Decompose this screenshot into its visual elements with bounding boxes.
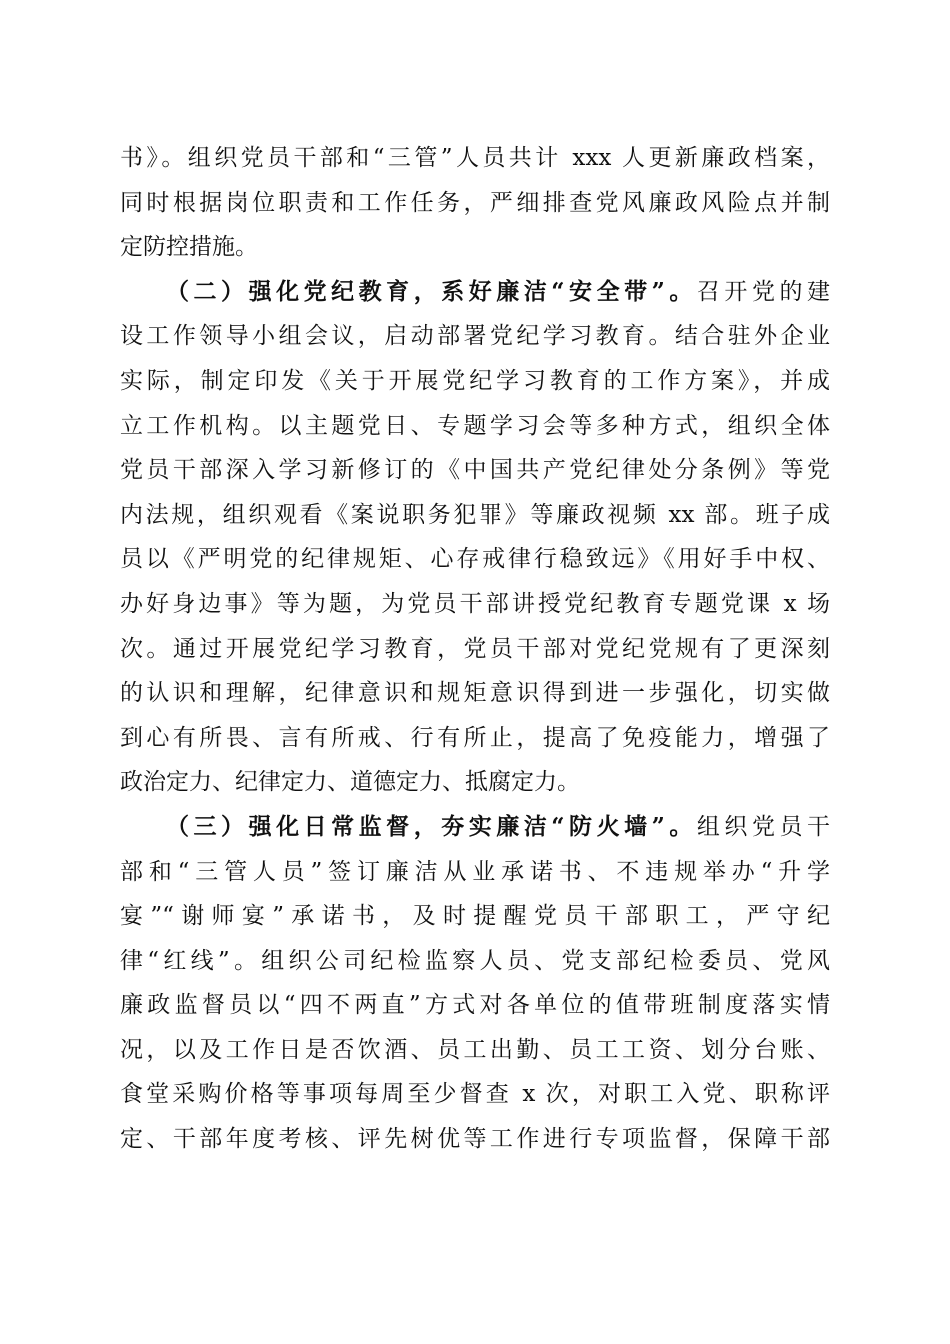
paragraph-2-line: 党员干部深入学习新修订的《中国共产党纪律处分条例》等党	[120, 457, 830, 484]
paragraph-3-line: 宴”“谢师宴”承诺书，及时提醒党员干部职工，严守纪	[120, 903, 830, 930]
paragraph-3-heading: （三）强化日常监督，夯实廉洁“防火墙”。	[166, 812, 697, 840]
paragraph-2-line: 立工作机构。以主题党日、专题学习会等多种方式，组织全体	[120, 412, 830, 439]
paragraph-2-line: 实际，制定印发《关于开展党纪学习教育的工作方案》，并成	[120, 367, 830, 394]
paragraph-1-line: 定防控措施。	[120, 234, 258, 261]
paragraph-2-line: 到心有所畏、言有所戒、行有所止，提高了免疫能力，增强了	[120, 724, 830, 751]
paragraph-3-line: 况，以及工作日是否饮酒、员工出勤、员工工资、划分台账、	[120, 1036, 830, 1063]
paragraph-3-first-line	[120, 805, 830, 850]
paragraph-3-first-line-text: 组织党员干	[696, 813, 830, 840]
paragraph-2-line: 的认识和理解，纪律意识和规矩意识得到进一步强化，切实做	[120, 680, 830, 707]
document-body	[120, 136, 830, 1162]
paragraph-3-line: 食堂采购价格等事项每周至少督查 x 次，对职工入党、职称评	[120, 1081, 830, 1108]
paragraph-2-line: 政治定力、纪律定力、道德定力、抵腐定力。	[120, 769, 580, 796]
paragraph-1-line: 书》。组织党员干部和“三管”人员共计 xxx 人更新廉政档案，	[120, 145, 830, 171]
paragraph-2-line: 办好身边事》等为题，为党员干部讲授党纪教育专题党课 x 场	[120, 590, 830, 617]
paragraph-2-line: 设工作领导小组会议，启动部署党纪学习教育。结合驻外企业	[120, 323, 830, 350]
paragraph-3-line: 定、干部年度考核、评先树优等工作进行专项监督，保障干部	[120, 1126, 830, 1153]
paragraph-1-line: 同时根据岗位职责和工作任务，严细排查党风廉政风险点并制	[120, 189, 830, 216]
paragraph-2-line: 内法规，组织观看《案说职务犯罪》等廉政视频 xx 部。班子成	[120, 501, 830, 528]
paragraph-2-heading: （二）强化党纪教育，系好廉洁“安全带”。	[166, 277, 697, 305]
paragraph-2-line: 次。通过开展党纪学习教育，党员干部对党纪党规有了更深刻	[120, 635, 830, 662]
paragraph-2-first-line	[120, 270, 830, 315]
paragraph-2-first-line-text: 召开党的建	[696, 278, 830, 305]
paragraph-3-line: 律“红线”。组织公司纪检监察人员、党支部纪检委员、党风	[120, 947, 830, 974]
paragraph-3-line: 廉政监督员以“四不两直”方式对各单位的值带班制度落实情	[120, 992, 830, 1019]
paragraph-3-line: 部和“三管人员”签订廉洁从业承诺书、不违规举办“升学	[120, 858, 830, 885]
paragraph-2-line: 员以《严明党的纪律规矩、心存戒律行稳致远》《用好手中权、	[120, 546, 830, 573]
